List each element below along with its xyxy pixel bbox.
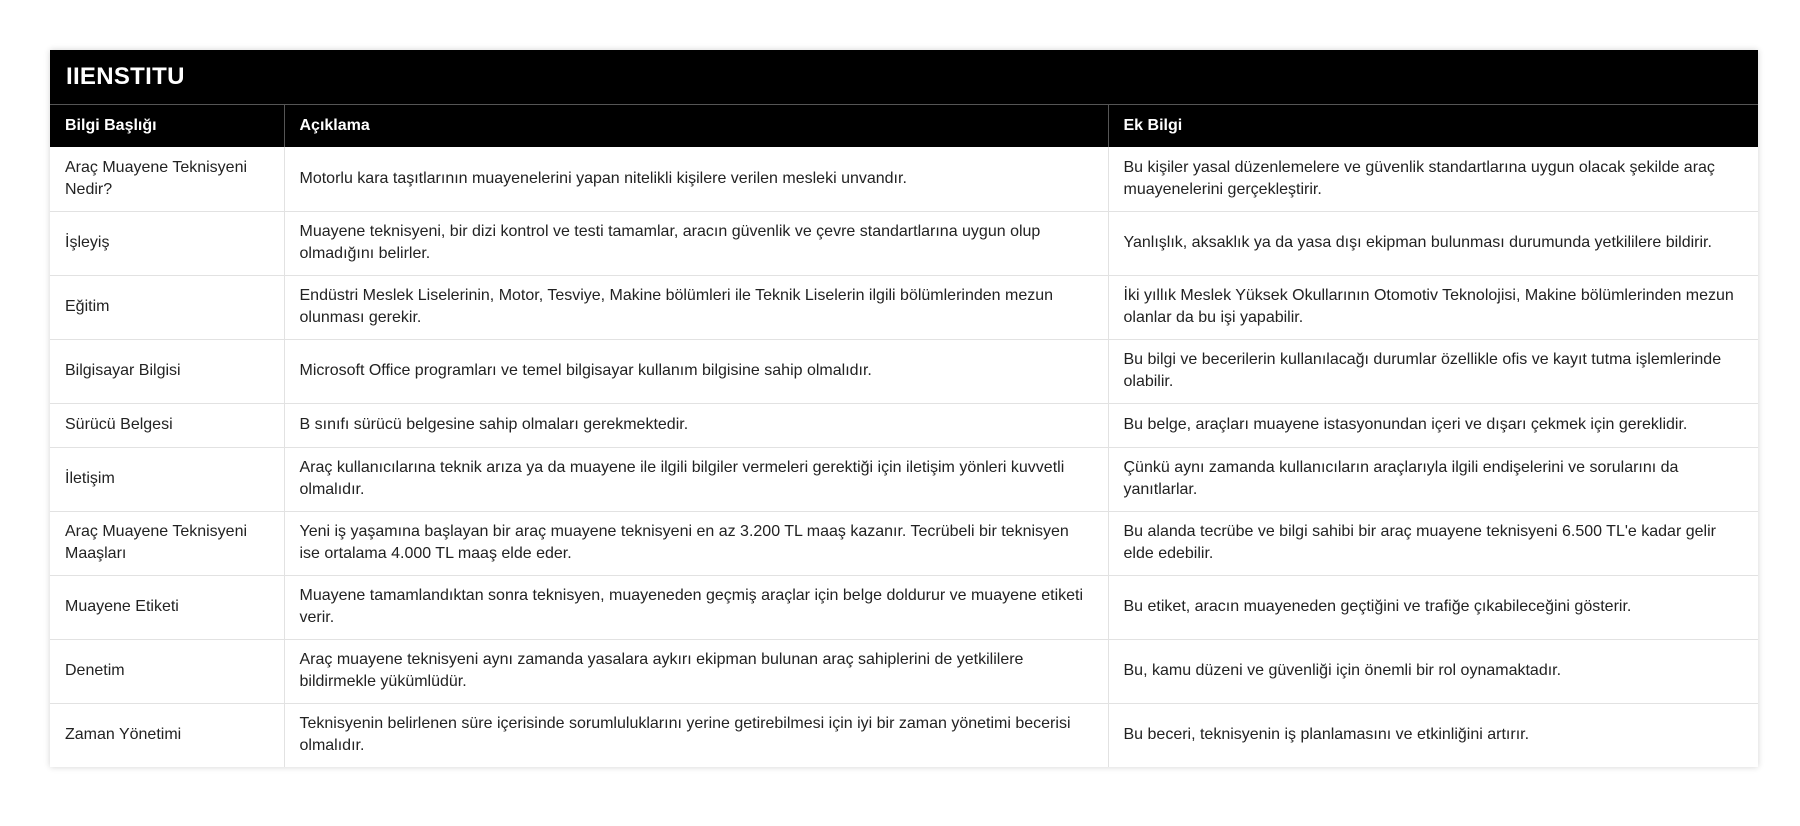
table-row [50, 211, 1758, 275]
table-row [50, 339, 1758, 403]
row-topic: İletişim [50, 447, 284, 511]
row-description: Araç muayene teknisyeni aynı zamanda yasalara aykırı ekipman bulunan araç sahiplerini de yetkililere bildirmekle yükümlüdür. [284, 639, 1108, 703]
row-extra-info: Bu, kamu düzeni ve güvenliği için önemli bir rol oynamaktadır. [1108, 639, 1758, 703]
row-description: Muayene tamamlandıktan sonra teknisyen, muayeneden geçmiş araçlar için belge doldurur ve muayene etiketi verir. [284, 575, 1108, 639]
table-row [50, 403, 1758, 447]
row-description: B sınıfı sürücü belgesine sahip olmaları gerekmektedir. [284, 403, 1108, 447]
row-topic: İşleyiş [50, 211, 284, 275]
column-header-description: Açıklama [284, 105, 1108, 147]
row-extra-info: Bu belge, araçları muayene istasyonundan içeri ve dışarı çekmek için gereklidir. [1108, 403, 1758, 447]
row-description: Teknisyenin belirlenen süre içerisinde sorumluluklarını yerine getirebilmesi için iyi bir zaman yönetimi becerisi olmalıdır. [284, 703, 1108, 767]
table-row [50, 575, 1758, 639]
info-table [50, 105, 1758, 767]
info-table-card [50, 50, 1758, 767]
row-topic: Bilgisayar Bilgisi [50, 339, 284, 403]
column-header-extra-info: Ek Bilgi [1108, 105, 1758, 147]
row-extra-info: Bu kişiler yasal düzenlemelere ve güvenlik standartlarına uygun olacak şekilde araç muayenelerini gerçekleştirir. [1108, 147, 1758, 211]
row-topic: Sürücü Belgesi [50, 403, 284, 447]
table-row [50, 147, 1758, 211]
column-header-topic: Bilgi Başlığı [50, 105, 284, 147]
table-row [50, 275, 1758, 339]
row-description: Yeni iş yaşamına başlayan bir araç muayene teknisyeni en az 3.200 TL maaş kazanır. Tecrübeli bir teknisyen ise ortalama 4.000 TL maaş elde eder. [284, 511, 1108, 575]
row-description: Endüstri Meslek Liselerinin, Motor, Tesviye, Makine bölümleri ile Teknik Liselerin ilgili bölümlerinden mezun olunması gerekir. [284, 275, 1108, 339]
row-topic: Araç Muayene Teknisyeni Nedir? [50, 147, 284, 211]
row-extra-info: İki yıllık Meslek Yüksek Okullarının Otomotiv Teknolojisi, Makine bölümlerinden mezun olanlar da bu işi yapabilir. [1108, 275, 1758, 339]
row-topic: Eğitim [50, 275, 284, 339]
row-topic: Muayene Etiketi [50, 575, 284, 639]
row-extra-info: Çünkü aynı zamanda kullanıcıların araçlarıyla ilgili endişelerini ve sorularını da yanıtlarlar. [1108, 447, 1758, 511]
row-topic: Zaman Yönetimi [50, 703, 284, 767]
row-extra-info: Yanlışlık, aksaklık ya da yasa dışı ekipman bulunması durumunda yetkililere bildirir. [1108, 211, 1758, 275]
row-topic: Araç Muayene Teknisyeni Maaşları [50, 511, 284, 575]
table-row [50, 447, 1758, 511]
row-description: Motorlu kara taşıtlarının muayenelerini yapan nitelikli kişilere verilen mesleki unvandır. [284, 147, 1108, 211]
row-description: Muayene teknisyeni, bir dizi kontrol ve testi tamamlar, aracın güvenlik ve çevre standartlarına uygun olup olmadığını belirler. [284, 211, 1108, 275]
row-extra-info: Bu beceri, teknisyenin iş planlamasını ve etkinliğini artırır. [1123, 726, 1530, 744]
table-header-row [50, 105, 1758, 147]
table-row [50, 703, 1758, 767]
table-row [50, 639, 1758, 703]
row-description: Araç kullanıcılarına teknik arıza ya da muayene ile ilgili bilgiler vermeleri gerektiği için iletişim yönleri kuvvetli olmalıdır. [284, 447, 1108, 511]
row-extra-info: Bu etiket, aracın muayeneden geçtiğini ve trafiğe çıkabileceğini gösterir. [1108, 575, 1758, 639]
row-description: Microsoft Office programları ve temel bilgisayar kullanım bilgisine sahip olmalıdır. [284, 339, 1108, 403]
row-extra-info: Bu alanda tecrübe ve bilgi sahibi bir araç muayene teknisyeni 6.500 TL'e kadar gelir elde edebilir. [1108, 511, 1758, 575]
row-extra-info: Bu bilgi ve becerilerin kullanılacağı durumlar özellikle ofis ve kayıt tutma işlemlerinde olabilir. [1108, 339, 1758, 403]
table-row [50, 511, 1758, 575]
row-topic: Denetim [50, 639, 284, 703]
table-title: IIENSTITU [50, 50, 1758, 105]
